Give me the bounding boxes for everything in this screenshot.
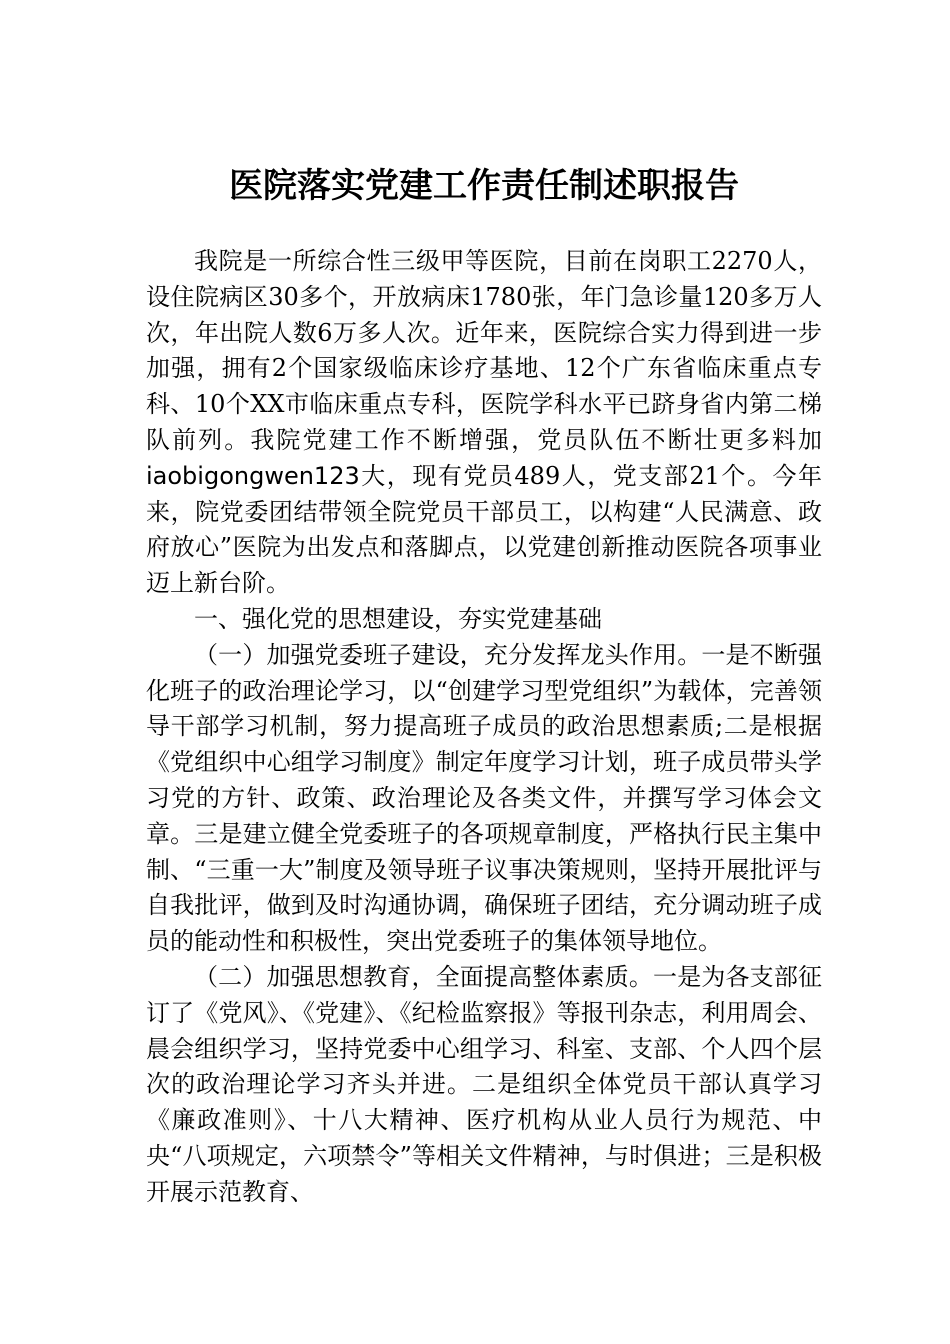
document-body [146, 244, 822, 1211]
inserted-ad-text: 更多料加iaobigongwen123 [146, 425, 823, 490]
body-paragraph-2: （二）加强思想教育，全面提高整体素质。一是为各支部征订了《党风》、《党建》、《纪检监察报》等报刊杂志，利用周会、晨会组织学习，坚持党委中心组学习、科室、支部、个人四个层次的政治理论学习齐头并进。二是组织全体党员干部认真学习《廉政准则》、十八大精神、医疗机构从业人员行为规范、中央“八项规定，六项禁令”等相关文件精神，与时俱进；三是积极开展示范教育、 [146, 962, 822, 1206]
intro-text-part2: 大，现有党员489人，党支部21个。今年来，院党委团结带领全院党员干部员工，以构建“人民满意、政府放心”医院为出发点和落脚点，以党建创新推动医院各项事业迈上新台阶。 [146, 461, 822, 598]
intro-paragraph [146, 244, 822, 602]
section-heading-1: 一、强化党的思想建设，夯实党建基础 [194, 604, 602, 633]
intro-text-part1: 我院是一所综合性三级甲等医院，目前在岗职工2270人，设住院病区30多个，开放病床1780张，年门急诊量120多万人次，年出院人数6万多人次。近年来，医院综合实力得到进一步加强，拥有2个国家级临床诊疗基地、12个广东省临床重点专科、10个XX市临床重点专科，医院学科水平已跻身省内第二梯队前列。我院党建工作不断增强，党员队伍不断壮 [146, 247, 822, 454]
body-paragraph-1: （一）加强党委班子建设，充分发挥龙头作用。一是不断强化班子的政治理论学习，以“创建学习型党组织”为载体，完善领导干部学习机制，努力提高班子成员的政治思想素质;二是根据《党组织中心组学习制度》制定年度学习计划，班子成员带头学习党的方针、政策、政治理论及各类文件，并撰写学习体会文章。三是建立健全党委班子的各项规章制度，严格执行民主集中制、“三重一大”制度及领导班子议事决策规则，坚持开展批评与自我批评，做到及时沟通协调，确保班子团结，充分调动班子成员的能动性和积极性，突出党委班子的集体领导地位。 [146, 640, 822, 956]
document-title: 医院落实党建工作责任制述职报告 [229, 166, 739, 206]
